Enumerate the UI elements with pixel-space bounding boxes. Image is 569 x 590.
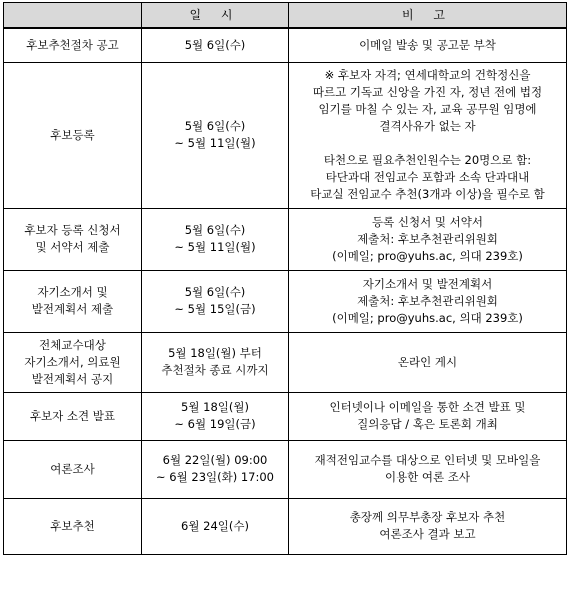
note-cell — [289, 332, 567, 392]
cell-line: ~ 5월 11일(월) — [174, 136, 256, 150]
cell-line: (이메일; pro@yuhs.ac, 의대 239호) — [332, 248, 523, 263]
step-cell — [4, 332, 142, 392]
note-cell — [289, 62, 567, 208]
cell-line: 제출처: 후보추천관리위원회 — [357, 293, 498, 308]
header-note-cell: 비 고 — [289, 3, 567, 29]
cell-line: 5월 6일(수) — [184, 37, 246, 52]
cell-line: 이용한 여론 조사 — [384, 470, 471, 484]
cell-line: 타단과대 전임교수 포함과 소속 단과대내 — [325, 170, 530, 184]
step-cell — [4, 62, 142, 208]
header-row — [4, 3, 567, 29]
cell-line: 여론조사 — [50, 461, 95, 476]
table-row — [4, 440, 567, 498]
note-cell — [289, 208, 567, 270]
step-cell — [4, 498, 142, 554]
date-cell — [142, 392, 289, 440]
cell-line: ~ 5월 15일(금) — [174, 302, 256, 316]
table-row — [4, 392, 567, 440]
schedule-table — [3, 2, 567, 555]
cell-line: 따르고 기독교 신앙을 가진 자, 정년 전에 법정 — [312, 85, 543, 99]
cell-line: 전체교수대상 — [39, 337, 106, 352]
table-row — [4, 28, 567, 62]
cell-line: ~ 5월 11일(월) — [174, 240, 256, 254]
cell-line: 및 서약서 제출 — [35, 240, 110, 254]
cell-line: 후보추천절차 공고 — [26, 37, 119, 52]
note-cell — [289, 28, 567, 62]
table-row — [4, 332, 567, 392]
cell-line: 결격사유가 없는 자 — [379, 119, 476, 133]
header-step-cell — [4, 3, 142, 29]
cell-line: 5월 6일(수) — [184, 223, 246, 237]
cell-line: 질의응답 / 혹은 토론회 개최 — [357, 417, 498, 431]
cell-line: 6월 22일(월) 09:00 — [162, 453, 268, 467]
step-cell — [4, 440, 142, 498]
note-cell — [289, 270, 567, 332]
cell-line: 후보추천 — [50, 518, 95, 533]
step-cell — [4, 392, 142, 440]
cell-line: 등록 신청서 및 서약서 — [372, 214, 483, 229]
step-cell — [4, 270, 142, 332]
cell-line: 타교실 전임교수 추천(3개과 이상)을 필수로 함 — [310, 187, 545, 201]
cell-line: 이메일 발송 및 공고문 부착 — [359, 37, 496, 52]
cell-line: 자기소개서 및 — [37, 285, 108, 299]
table-row — [4, 270, 567, 332]
table-row — [4, 208, 567, 270]
date-cell — [142, 332, 289, 392]
cell-line: 발전계획서 제출 — [31, 302, 114, 316]
cell-line: 온라인 게시 — [397, 354, 458, 369]
cell-line: 발전계획서 공지 — [31, 371, 114, 386]
cell-line: ※ 후보자 자격; 연세대학교의 건학정신을 — [324, 68, 531, 82]
cell-line: 타천으로 필요추천인원수는 20명으로 함: — [323, 153, 532, 167]
cell-line: 제출처: 후보추천관리위원회 — [357, 231, 498, 246]
cell-line: ~ 6월 19일(금) — [174, 417, 256, 431]
date-cell — [142, 28, 289, 62]
date-cell — [142, 498, 289, 554]
step-cell — [4, 208, 142, 270]
cell-line: 후보자 등록 신청서 — [24, 223, 121, 237]
cell-line: 6월 24일(수) — [181, 518, 249, 533]
cell-line: 인터넷이나 이메일을 통한 소견 발표 및 — [329, 400, 526, 414]
cell-line: 5월 6일(수) — [184, 285, 246, 299]
cell-line: 5월 6일(수) — [184, 119, 246, 133]
step-cell — [4, 28, 142, 62]
table-row — [4, 62, 567, 208]
header-date-cell: 일 시 — [142, 3, 289, 29]
cell-line: 재적전임교수를 대상으로 인터넷 및 모바일을 — [314, 453, 541, 467]
cell-line: (이메일; pro@yuhs.ac, 의대 239호) — [332, 310, 523, 325]
cell-line: 추천절차 종료 시까지 — [161, 363, 269, 377]
cell-line: 자기소개서 및 발전계획서 — [362, 276, 493, 291]
cell-line: 자기소개서, 의료원 — [24, 354, 121, 369]
date-cell — [142, 208, 289, 270]
cell-line: 임기를 마칠 수 있는 자, 교육 공무원 임명에 — [318, 102, 537, 116]
cell-line: 후보등록 — [50, 127, 95, 142]
note-cell — [289, 498, 567, 554]
date-cell — [142, 62, 289, 208]
cell-line: 5월 18일(월) — [181, 400, 249, 414]
note-cell — [289, 392, 567, 440]
cell-line: ~ 6월 23일(화) 17:00 — [156, 470, 274, 484]
date-cell — [142, 270, 289, 332]
note-cell — [289, 440, 567, 498]
table-row — [4, 498, 567, 554]
cell-line: 여론조사 결과 보고 — [379, 527, 476, 541]
cell-line: 5월 18일(월) 부터 — [168, 346, 262, 360]
date-cell — [142, 440, 289, 498]
cell-line — [293, 135, 562, 152]
cell-line: 총장께 의무부총장 후보자 추천 — [349, 510, 506, 524]
cell-line: 후보자 소견 발표 — [29, 408, 116, 423]
